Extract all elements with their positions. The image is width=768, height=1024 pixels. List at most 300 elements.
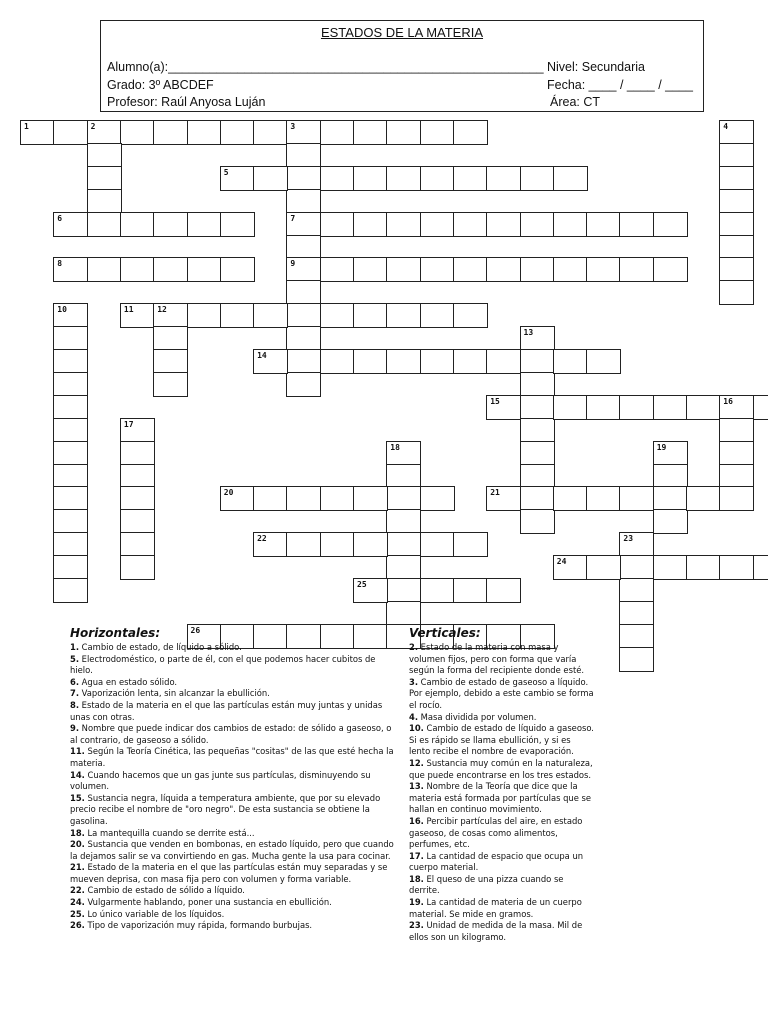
clue-item-number: 21. xyxy=(70,862,85,873)
crossword-cell[interactable] xyxy=(486,212,521,237)
crossword-cell[interactable] xyxy=(619,555,654,580)
down-clue-list xyxy=(409,642,594,943)
crossword-cell[interactable] xyxy=(520,441,555,466)
clue-number: 8 xyxy=(57,259,63,269)
crossword-cell[interactable] xyxy=(353,349,388,374)
crossword-cell[interactable] xyxy=(386,212,421,237)
clue-item xyxy=(70,700,400,723)
crossword-cell[interactable] xyxy=(320,120,355,145)
crossword-cell[interactable] xyxy=(686,486,721,511)
clue-item-number: 9. xyxy=(70,723,80,734)
crossword-cell[interactable] xyxy=(220,486,255,511)
crossword-cell[interactable] xyxy=(120,441,155,466)
crossword-cell[interactable] xyxy=(619,486,654,511)
clue-item-text: Cambio de estado de gaseoso a líquido. Por ejemplo, debido a este cambio se forma el rocío. xyxy=(409,676,594,710)
clue-item xyxy=(409,677,594,712)
clue-item xyxy=(409,642,594,677)
crossword-cell[interactable] xyxy=(520,349,555,374)
crossword-cell[interactable] xyxy=(719,464,754,489)
clue-item-number: 13. xyxy=(409,781,424,792)
crossword-cell[interactable] xyxy=(187,257,222,282)
crossword-cell[interactable] xyxy=(153,349,188,374)
crossword-cell[interactable] xyxy=(53,532,88,557)
crossword-cell[interactable] xyxy=(87,143,122,168)
clue-item-text: Nombre de la Teoría que dice que la materia está formada por partículas que se hallan en continuo movimiento. xyxy=(409,781,592,815)
crossword-cell[interactable] xyxy=(120,486,155,511)
clue-number: 4 xyxy=(723,122,729,131)
crossword-cell[interactable] xyxy=(653,555,688,580)
crossword-cell[interactable] xyxy=(420,166,455,191)
crossword-cell[interactable] xyxy=(220,166,255,191)
clue-item-text: Cuando hacemos que un gas junte sus partículas, disminuyendo su volumen. xyxy=(70,769,371,792)
clue-number: 9 xyxy=(290,259,296,269)
clue-number: 15 xyxy=(490,396,500,406)
crossword-cell[interactable] xyxy=(320,303,355,328)
clue-number: 17 xyxy=(123,419,134,429)
crossword-cell[interactable] xyxy=(586,395,621,420)
clue-number: 2 xyxy=(90,122,96,131)
crossword-cell[interactable] xyxy=(420,532,455,557)
crossword-cell[interactable] xyxy=(286,349,321,374)
clue-item-text: Estado de la materia en el que las partículas están muy separadas y se mueven deprisa, con masa fija pero con volumen y forma variable. xyxy=(70,862,388,884)
clue-item-number: 19. xyxy=(409,897,424,908)
crossword-cell[interactable] xyxy=(719,166,754,191)
clue-item xyxy=(409,781,594,816)
across-clue-list xyxy=(70,642,400,932)
crossword-cell[interactable] xyxy=(153,326,188,351)
crossword-cell[interactable] xyxy=(286,280,321,305)
crossword-cell[interactable] xyxy=(353,257,388,282)
clue-item-number: 7. xyxy=(70,688,80,699)
crossword-cell[interactable] xyxy=(286,486,321,511)
crossword-cell[interactable] xyxy=(486,578,521,603)
clue-item-text: La mantequilla cuando se derrite está... xyxy=(84,827,255,838)
crossword-cell[interactable] xyxy=(353,532,388,557)
crossword-cell[interactable] xyxy=(153,120,188,145)
crossword-cell[interactable] xyxy=(120,532,155,557)
crossword-cell[interactable] xyxy=(53,418,88,443)
clue-item-number: 20. xyxy=(70,839,85,850)
crossword-cell[interactable] xyxy=(653,509,688,534)
crossword-cell[interactable] xyxy=(553,395,588,420)
crossword-cell[interactable] xyxy=(53,303,88,328)
crossword-cell[interactable] xyxy=(286,257,321,282)
crossword-cell[interactable] xyxy=(286,189,321,214)
crossword-cell[interactable] xyxy=(253,303,288,328)
crossword-cell[interactable] xyxy=(286,212,321,237)
crossword-cell[interactable] xyxy=(253,120,288,145)
crossword-cell[interactable] xyxy=(520,326,555,351)
clue-item-number: 4. xyxy=(409,711,419,722)
clue-item-text: Nombre que puede indicar dos cambios de estado: de sólido a gaseoso, o al contrario, de gaseoso a sólido. xyxy=(70,723,392,745)
crossword-cell[interactable] xyxy=(153,257,188,282)
crossword-cell[interactable] xyxy=(586,486,621,511)
grado-label: Grado: 3º ABCDEF xyxy=(107,78,214,92)
crossword-cell[interactable] xyxy=(653,486,688,511)
crossword-cell[interactable] xyxy=(120,509,155,534)
crossword-cell[interactable] xyxy=(187,120,222,145)
crossword-cell[interactable] xyxy=(586,555,621,580)
crossword-cell[interactable] xyxy=(453,532,488,557)
crossword-cell[interactable] xyxy=(719,257,754,282)
crossword-cell[interactable] xyxy=(520,166,555,191)
clue-item-text: Lo único variable de los líquidos. xyxy=(84,908,225,919)
crossword-cell[interactable] xyxy=(719,418,754,443)
crossword-cell[interactable] xyxy=(520,212,555,237)
crossword-cell[interactable] xyxy=(386,532,421,557)
crossword-cell[interactable] xyxy=(286,143,321,168)
clue-item-text: Unidad de medida de la masa. Mil de ellos son un kilogramo. xyxy=(409,920,583,942)
crossword-cell[interactable] xyxy=(53,486,88,511)
crossword-cell[interactable] xyxy=(220,212,255,237)
crossword-cell[interactable] xyxy=(420,257,455,282)
crossword-cell[interactable] xyxy=(53,464,88,489)
crossword-cell[interactable] xyxy=(286,372,321,397)
crossword-cell[interactable] xyxy=(87,257,122,282)
clue-number: 11 xyxy=(123,305,134,315)
crossword-cell[interactable] xyxy=(386,120,421,145)
crossword-cell[interactable] xyxy=(320,486,355,511)
clue-item xyxy=(70,688,400,700)
crossword-cell[interactable] xyxy=(453,303,488,328)
crossword-cell[interactable] xyxy=(53,120,88,145)
clue-number: 26 xyxy=(190,625,201,635)
clue-item xyxy=(70,839,400,862)
crossword-cell[interactable] xyxy=(386,349,421,374)
clue-item xyxy=(70,793,400,828)
crossword-cell[interactable] xyxy=(486,486,521,511)
crossword-cell[interactable] xyxy=(653,441,688,466)
crossword-cell[interactable] xyxy=(353,578,388,603)
crossword-cell[interactable] xyxy=(353,486,388,511)
crossword-cell[interactable] xyxy=(553,486,588,511)
crossword-cell[interactable] xyxy=(253,532,288,557)
crossword-cell[interactable] xyxy=(420,349,455,374)
crossword-cell[interactable] xyxy=(120,464,155,489)
crossword-cell[interactable] xyxy=(520,509,555,534)
crossword-cell[interactable] xyxy=(153,303,188,328)
clue-item-number: 24. xyxy=(70,897,85,908)
clue-item-text: Agua en estado sólido. xyxy=(79,676,178,687)
clue-item xyxy=(70,885,400,897)
crossword-cell[interactable] xyxy=(286,303,321,328)
crossword-cell[interactable] xyxy=(520,464,555,489)
crossword-cell[interactable] xyxy=(286,235,321,260)
crossword-cell[interactable] xyxy=(53,372,88,397)
clue-item-number: 1. xyxy=(70,642,80,652)
area-label: Área: CT xyxy=(550,95,601,109)
clue-item-text: La cantidad de espacio que ocupa un cuerpo material. xyxy=(409,850,584,873)
alumno-field[interactable]: Alumno(a):______________________________________________________ xyxy=(107,60,544,74)
crossword-cell[interactable] xyxy=(453,349,488,374)
clue-item xyxy=(70,654,400,677)
crossword-cell[interactable] xyxy=(386,303,421,328)
crossword-cell[interactable] xyxy=(653,212,688,237)
crossword-cell[interactable] xyxy=(120,555,155,580)
crossword-cell[interactable] xyxy=(486,166,521,191)
clue-number: 25 xyxy=(357,580,367,589)
clue-item xyxy=(409,920,594,943)
crossword-cell[interactable] xyxy=(87,212,122,237)
crossword-cell[interactable] xyxy=(53,212,88,237)
crossword-cell[interactable] xyxy=(386,509,421,534)
clue-item-number: 6. xyxy=(70,676,80,687)
clue-item-text: Percibir partículas del aire, en estado gaseoso, de cosas como alimentos, perfumes, etc. xyxy=(409,815,583,850)
crossword-cell[interactable] xyxy=(120,303,155,328)
clue-number: 20 xyxy=(223,488,234,498)
down-heading: Verticales: xyxy=(409,626,481,640)
clue-item-text: El queso de una pizza cuando se derrite. xyxy=(409,873,564,896)
crossword-cell[interactable] xyxy=(486,257,521,282)
crossword-cell[interactable] xyxy=(386,601,421,626)
crossword-cell[interactable] xyxy=(686,555,721,580)
crossword-cell[interactable] xyxy=(753,395,768,420)
crossword-cell[interactable] xyxy=(453,578,488,603)
clue-item-number: 12. xyxy=(409,757,424,768)
crossword-cell[interactable] xyxy=(120,418,155,443)
clue-item-number: 22. xyxy=(70,885,85,896)
crossword-cell[interactable] xyxy=(719,189,754,214)
crossword-cell[interactable] xyxy=(286,326,321,351)
crossword-cell[interactable] xyxy=(453,257,488,282)
crossword-cell[interactable] xyxy=(320,257,355,282)
crossword-cell[interactable] xyxy=(719,486,754,511)
clue-number: 5 xyxy=(223,167,229,177)
crossword-cell[interactable] xyxy=(719,395,754,420)
crossword-cell[interactable] xyxy=(53,395,88,420)
crossword-cell[interactable] xyxy=(320,532,355,557)
clue-number: 19 xyxy=(656,442,667,452)
crossword-cell[interactable] xyxy=(87,120,122,145)
clue-item-text: Sustancia muy común en la naturaleza, que puede encontrarse en los tres estados. xyxy=(409,757,593,780)
crossword-cell[interactable] xyxy=(619,601,654,626)
crossword-cell[interactable] xyxy=(719,555,754,580)
crossword-cell[interactable] xyxy=(453,120,488,145)
crossword-cell[interactable] xyxy=(520,372,555,397)
crossword-cell[interactable] xyxy=(386,486,421,511)
crossword-cell[interactable] xyxy=(253,486,288,511)
crossword-cell[interactable] xyxy=(53,441,88,466)
crossword-cell[interactable] xyxy=(120,120,155,145)
crossword-cell[interactable] xyxy=(220,303,255,328)
crossword-cell[interactable] xyxy=(453,212,488,237)
crossword-cell[interactable] xyxy=(520,395,555,420)
crossword-cell[interactable] xyxy=(719,120,754,145)
clue-item-number: 25. xyxy=(70,908,85,919)
crossword-cell[interactable] xyxy=(653,464,688,489)
crossword-cell[interactable] xyxy=(386,166,421,191)
clue-number: 13 xyxy=(523,328,534,338)
clue-item xyxy=(70,746,400,769)
clue-item-text: Masa dividida por volumen. xyxy=(418,711,537,722)
clue-item-number: 14. xyxy=(70,769,85,780)
clue-number: 12 xyxy=(157,305,167,315)
clue-number: 14 xyxy=(257,351,267,360)
clue-item-text: Electrodoméstico, o parte de él, con el que podemos hacer cubitos de hielo. xyxy=(70,653,376,676)
clue-number: 24 xyxy=(556,557,567,567)
crossword-cell[interactable] xyxy=(719,212,754,237)
crossword-cell[interactable] xyxy=(553,257,588,282)
crossword-cell[interactable] xyxy=(420,486,455,511)
clue-item-text: Vulgarmente hablando, poner una sustancia en ebullición. xyxy=(84,897,332,908)
clue-item xyxy=(70,909,400,921)
crossword-cell[interactable] xyxy=(753,555,768,580)
crossword-cell[interactable] xyxy=(653,257,688,282)
crossword-cell[interactable] xyxy=(386,555,421,580)
clue-item xyxy=(70,723,400,746)
crossword-cell[interactable] xyxy=(320,349,355,374)
crossword-cell[interactable] xyxy=(386,257,421,282)
crossword-cell[interactable] xyxy=(719,143,754,168)
clue-number: 1 xyxy=(24,122,29,131)
crossword-cell[interactable] xyxy=(320,212,355,237)
crossword-cell[interactable] xyxy=(420,578,455,603)
crossword-cell[interactable] xyxy=(153,212,188,237)
crossword-cell[interactable] xyxy=(187,303,222,328)
nivel-label: Nivel: Secundaria xyxy=(547,60,645,74)
clue-item-number: 18. xyxy=(409,873,424,884)
crossword-cell[interactable] xyxy=(619,532,654,557)
crossword-cell[interactable] xyxy=(520,486,555,511)
clue-item-text: La cantidad de materia de un cuerpo material. Se mide en gramos. xyxy=(409,897,582,919)
fecha-field[interactable]: Fecha: ____ / ____ / ____ xyxy=(547,78,693,92)
clue-item-text: Tipo de vaporización muy rápida, formando burbujas. xyxy=(84,920,313,931)
clue-item xyxy=(409,723,594,758)
crossword-cell[interactable] xyxy=(53,326,88,351)
clue-number: 10 xyxy=(57,305,67,315)
crossword-cell[interactable] xyxy=(53,578,88,603)
crossword-cell[interactable] xyxy=(553,166,588,191)
clue-number: 21 xyxy=(490,488,500,498)
profesor-label: Profesor: Raúl Anyosa Luján xyxy=(107,95,266,109)
crossword-cell[interactable] xyxy=(353,166,388,191)
crossword-cell[interactable] xyxy=(353,120,388,145)
crossword-cell[interactable] xyxy=(353,212,388,237)
crossword-cell[interactable] xyxy=(53,509,88,534)
clue-item-number: 17. xyxy=(409,850,424,861)
crossword-cell[interactable] xyxy=(619,578,654,603)
crossword-cell[interactable] xyxy=(619,212,654,237)
clue-number: 18 xyxy=(390,442,400,452)
clue-item-number: 2. xyxy=(409,642,419,652)
clue-number: 6 xyxy=(57,213,63,223)
clues-down xyxy=(409,626,594,943)
clue-item-number: 8. xyxy=(70,699,80,710)
clue-item xyxy=(70,920,400,932)
clue-number: 16 xyxy=(723,396,733,406)
crossword-cell[interactable] xyxy=(220,257,255,282)
clue-number: 3 xyxy=(290,122,296,131)
clue-item-text: Sustancia negra, líquida a temperatura ambiente, que por su elevado precio recibe el nombre de "oro negro". De esta sustancia se obtiene la gasolina. xyxy=(70,792,381,826)
clue-number: 7 xyxy=(290,213,296,223)
crossword-cell[interactable] xyxy=(87,166,122,191)
clue-number: 23 xyxy=(623,534,634,544)
crossword-cell[interactable] xyxy=(420,303,455,328)
clue-item-number: 3. xyxy=(409,676,419,687)
across-heading: Horizontales: xyxy=(70,626,161,640)
clue-item xyxy=(409,851,594,874)
crossword-cell[interactable] xyxy=(420,120,455,145)
crossword-cell[interactable] xyxy=(486,349,521,374)
crossword-cell[interactable] xyxy=(619,257,654,282)
crossword-cell[interactable] xyxy=(553,555,588,580)
clue-item xyxy=(409,712,594,724)
crossword-cell[interactable] xyxy=(153,372,188,397)
crossword-cell[interactable] xyxy=(719,280,754,305)
crossword-cell[interactable] xyxy=(286,532,321,557)
crossword-cell[interactable] xyxy=(386,578,421,603)
crossword-cell[interactable] xyxy=(386,441,421,466)
clue-item-text: Cambio de estado, de líquido a sólido. xyxy=(79,642,242,652)
clue-item-number: 18. xyxy=(70,827,85,838)
crossword-cell[interactable] xyxy=(553,212,588,237)
clue-item-text: Estado de la materia con masa y volumen fijos, pero con forma que varía según la forma del recipiente donde esté. xyxy=(409,642,585,676)
crossword-cell[interactable] xyxy=(253,166,288,191)
crossword-cell[interactable] xyxy=(653,395,688,420)
crossword-cell[interactable] xyxy=(120,212,155,237)
clue-item-number: 5. xyxy=(70,653,80,664)
crossword-cell[interactable] xyxy=(553,349,588,374)
crossword-cell[interactable] xyxy=(220,120,255,145)
clue-item-text: Estado de la materia en el que las partículas están muy juntas y unidas unas con otras. xyxy=(70,699,383,722)
worksheet-title: ESTADOS DE LA MATERIA xyxy=(320,25,484,40)
crossword-cell[interactable] xyxy=(53,555,88,580)
crossword-cell[interactable] xyxy=(20,120,55,145)
crossword-cell[interactable] xyxy=(353,303,388,328)
crossword-cell[interactable] xyxy=(320,166,355,191)
crossword-cell[interactable] xyxy=(586,212,621,237)
crossword-cell[interactable] xyxy=(420,212,455,237)
crossword-cell[interactable] xyxy=(619,647,654,672)
crossword-cell[interactable] xyxy=(586,257,621,282)
crossword-cell[interactable] xyxy=(53,349,88,374)
crossword-cell[interactable] xyxy=(286,120,321,145)
clue-item xyxy=(409,897,594,920)
clue-item-number: 16. xyxy=(409,815,424,826)
clue-item-number: 23. xyxy=(409,920,424,931)
clue-item xyxy=(409,816,594,851)
clue-item xyxy=(70,642,400,654)
clue-item-text: Vaporización lenta, sin alcanzar la ebullición. xyxy=(79,688,270,699)
crossword-cell[interactable] xyxy=(87,189,122,214)
clue-item xyxy=(70,897,400,909)
crossword-cell[interactable] xyxy=(619,624,654,649)
clue-item-text: Cambio de estado de sólido a líquido. xyxy=(84,885,245,896)
clue-item-number: 10. xyxy=(409,723,424,734)
clue-item xyxy=(70,677,400,689)
crossword-cell[interactable] xyxy=(686,395,721,420)
crossword-cell[interactable] xyxy=(120,257,155,282)
crossword-cell[interactable] xyxy=(520,257,555,282)
crossword-cell[interactable] xyxy=(619,395,654,420)
crossword-cell[interactable] xyxy=(719,441,754,466)
crossword-cell[interactable] xyxy=(253,349,288,374)
clue-item-number: 11. xyxy=(70,746,85,757)
crossword-cell[interactable] xyxy=(286,166,321,191)
clue-item xyxy=(70,770,400,793)
crossword-cell[interactable] xyxy=(453,166,488,191)
crossword-cell[interactable] xyxy=(187,212,222,237)
crossword-cell[interactable] xyxy=(719,235,754,260)
crossword-cell[interactable] xyxy=(586,349,621,374)
clue-item xyxy=(409,758,594,781)
crossword-cell[interactable] xyxy=(486,395,521,420)
clue-item xyxy=(409,874,594,897)
crossword-cell[interactable] xyxy=(386,464,421,489)
crossword-cell[interactable] xyxy=(53,257,88,282)
clue-item xyxy=(70,828,400,840)
crossword-cell[interactable] xyxy=(520,418,555,443)
